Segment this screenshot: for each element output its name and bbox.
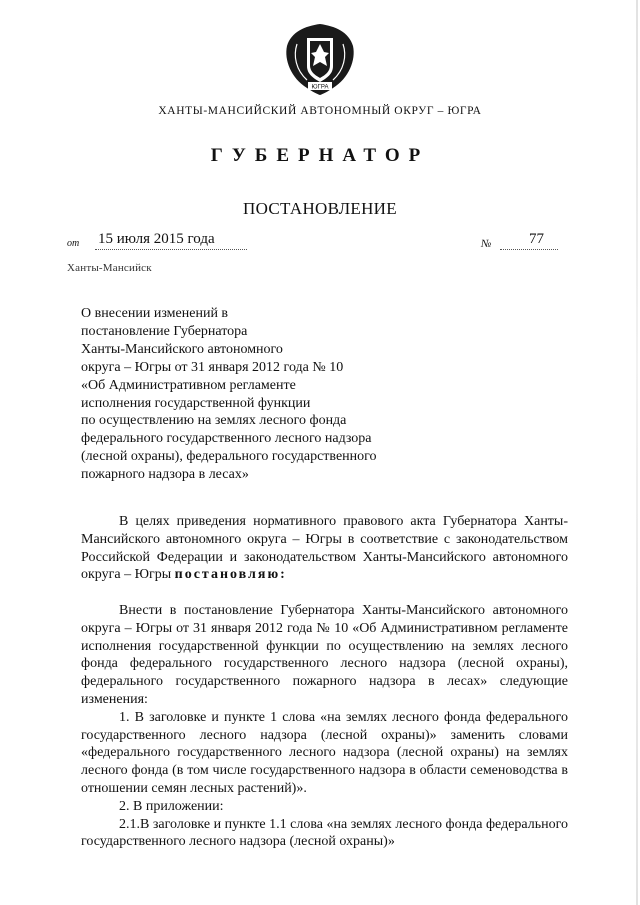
subject-line: округа – Югры от 31 января 2012 года № 10 [81,359,344,375]
date-underline [95,249,247,250]
place-of-issue: Ханты-Мансийск [67,262,152,274]
number-underline [500,249,558,250]
document-subject [81,305,411,484]
document-date: 15 июля 2015 года [98,231,215,247]
subject-line: федерального государственного лесного надзора [81,431,372,447]
preamble-text: В целях приведения нормативного правового акта Губернатора Ханты-Мансийского автономного округа – Югры в соответствие с законодательством Российской Федерации и законодательством Ханты-Мансийского автономного округа – Югры [81,514,568,583]
page-title: ГУБЕРНАТОР [210,145,430,166]
body-paragraph: Внести в постановление Губернатора Ханты-Мансийского автономного округа – Югры от 31 января 2012 года № 10 «Об Административном регламенте исполнения государственной функции по осуществлению на землях лесного фонда федерального государственного лесного надзора (лесной охраны), федерального государственного пожарного надзора в лесах» следующие изменения: [81,603,568,707]
subject-line: постановление Губернатора [81,323,248,339]
subject-line: (лесной охраны), федерального государственного [81,449,377,465]
subject-line: исполнения государственной функции [81,395,311,411]
body-paragraph: 2.1.В заголовке и пункте 1.1 слова «на землях лесного фонда федерального государственного лесного надзора (лесной охраны)» [81,816,568,850]
subject-line: «Об Административном регламенте [81,377,296,393]
document-type: ПОСТАНОВЛЕНИЕ [243,199,397,218]
document-number: 77 [529,231,544,247]
subject-line: пожарного надзора в лесах» [81,467,249,483]
preamble-paragraph [81,513,568,584]
subject-line: Ханты-Мансийского автономного [81,341,283,357]
date-label: от [67,238,80,249]
decree-verb: постановляю: [174,567,287,583]
svg-text:ЮГРА: ЮГРА [311,84,329,91]
okrug-heading: ХАНТЫ-МАНСИЙСКИЙ АВТОНОМНЫЙ ОКРУГ – ЮГРА [158,105,482,117]
decree-body [81,602,568,851]
body-paragraph: 1. В заголовке и пункте 1 слова «на землях лесного фонда федерального государственного лесного надзора (лесной охраны)» заменить словами «федерального государственного лесного надзора (лесной охраны) на землях лесного фонда (в том числе государственного надзора в области семеноводства в отношении семян лесных растений)». [81,709,568,796]
preamble [81,513,568,584]
subject-line: О внесении изменений в [81,306,229,321]
subject-line: по осуществлению на землях лесного фонда [81,413,347,429]
scan-edge [636,0,638,905]
number-label: № [481,238,492,250]
coat-of-arms-icon [283,22,357,96]
body-paragraph: 2. В приложении: [119,798,224,814]
